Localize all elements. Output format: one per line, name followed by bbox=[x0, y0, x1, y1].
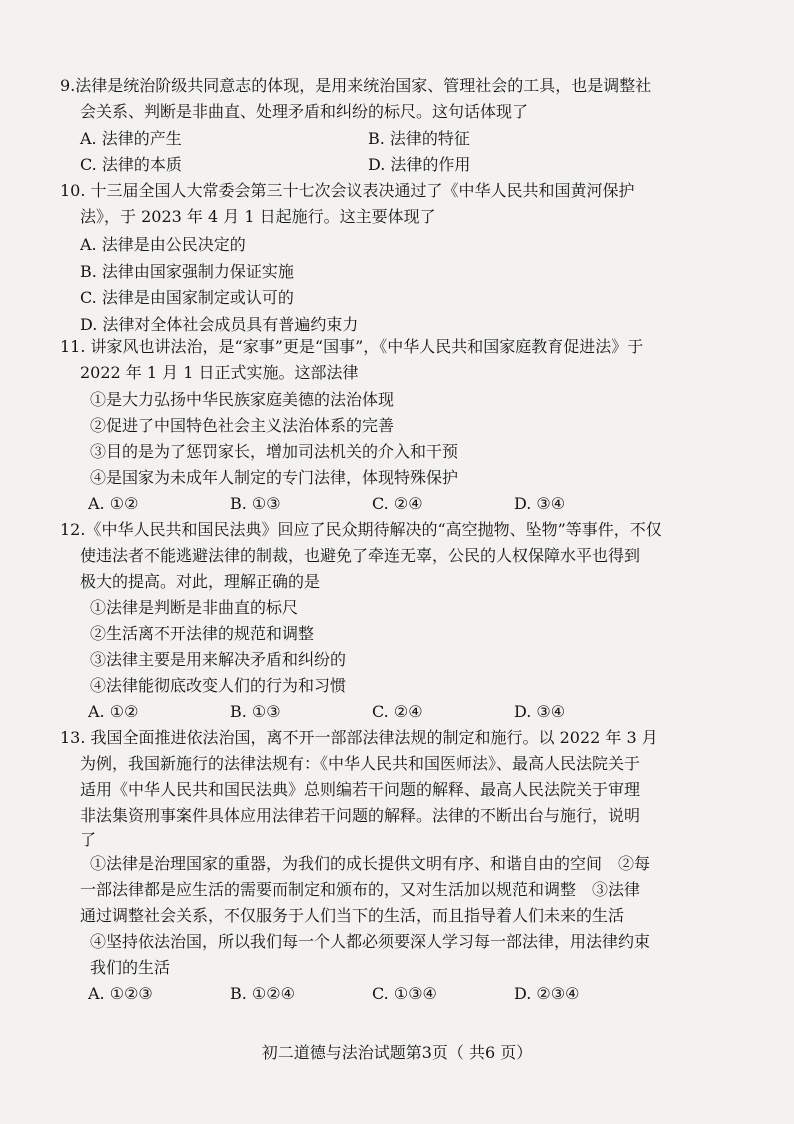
q10-option-c: C. 法律是由国家制定或认可的 bbox=[80, 288, 294, 307]
q11-option-c: C. ②④ bbox=[372, 494, 423, 513]
q9-option-a: A. 法律的产生 bbox=[80, 129, 182, 148]
q11-statement-1: ①是大力弘扬中华民族家庭美德的法治体现 bbox=[90, 390, 395, 409]
q10-stem-line: 法》，于 2023 年 4 月 1 日起施行。这主要体现了 bbox=[80, 207, 436, 226]
q9-stem-line: 9.法律是统治阶级共同意志的体现，是用来统治国家、管理社会的工具，也是调整社 bbox=[60, 76, 652, 95]
q13-option-b: B. ①②④ bbox=[230, 984, 295, 1003]
q13-statements-line: 一部法律都是应生活的需要而制定和颁布的，又对生活加以规范和调整 ③法律 bbox=[80, 880, 641, 899]
q13-option-d: D. ②③④ bbox=[514, 984, 580, 1003]
q11-stem-line: 2022 年 1 月 1 日正式实施。这部法律 bbox=[80, 363, 359, 382]
q12-statement-3: ③法律主要是用来解决矛盾和纠纷的 bbox=[90, 650, 347, 669]
q9-option-d: D. 法律的作用 bbox=[368, 155, 471, 174]
q13-stem-line: 了 bbox=[80, 830, 97, 849]
q9-option-c: C. 法律的本质 bbox=[80, 155, 182, 174]
q13-statements-line: ①法律是治理国家的重器，为我们的成长提供文明有序、和谐自由的空间 ②每 bbox=[90, 854, 651, 873]
q11-option-d: D. ③④ bbox=[514, 494, 566, 513]
q12-stem-line: 12.《中华人民共和国民法典》回应了民众期待解决的“高空抛物、坠物”等事件，不仅 bbox=[60, 520, 662, 539]
q13-stem-line: 为例，我国新施行的法律法规有：《中华人民共和国医师法》、最高人民法院关于 bbox=[80, 754, 641, 773]
q9-stem-line: 会关系、判断是非曲直、处理矛盾和纠纷的标尺。这句话体现了 bbox=[80, 102, 529, 121]
page-footer: 初二道德与法治试题第3页（ 共6 页） bbox=[261, 1043, 533, 1062]
q12-option-a: A. ①② bbox=[88, 702, 139, 721]
q11-statement-2: ②促进了中国特色社会主义法治体系的完善 bbox=[90, 416, 395, 435]
q11-option-a: A. ①② bbox=[88, 494, 139, 513]
q13-statements-line: 我们的生活 bbox=[90, 958, 171, 977]
q13-statements-line: ④坚持依法治国，所以我们每一个人都必须要深人学习每一部法律，用法律约束 bbox=[90, 932, 651, 951]
q13-option-a: A. ①②③ bbox=[88, 984, 153, 1003]
q10-option-a: A. 法律是由公民决定的 bbox=[80, 235, 246, 254]
q13-options-row bbox=[0, 984, 794, 1006]
q13-stem-line: 13. 我国全面推进依法治国，离不开一部部法律法规的制定和施行。以 2022 年 3 月 bbox=[60, 728, 658, 747]
q9-option-b: B. 法律的特征 bbox=[368, 129, 470, 148]
q12-statement-1: ①法律是判断是非曲直的标尺 bbox=[90, 598, 299, 617]
q10-option-d: D. 法律对全体社会成员具有普遍约束力 bbox=[80, 315, 359, 334]
q13-stem-line: 非法集资刑事案件具体应用法律若干问题的解释。法律的不断出台与施行，说明 bbox=[80, 806, 641, 825]
q12-statement-4: ④法律能彻底改变人们的行为和习惯 bbox=[90, 676, 347, 695]
q12-options-row bbox=[0, 702, 794, 724]
q12-option-d: D. ③④ bbox=[514, 702, 566, 721]
q11-options-row bbox=[0, 494, 794, 516]
q13-option-c: C. ①③④ bbox=[372, 984, 437, 1003]
q11-option-b: B. ①③ bbox=[230, 494, 281, 513]
q10-stem-line: 10. 十三届全国人大常委会第三十七次会议表决通过了《中华人民共和国黄河保护 bbox=[60, 181, 635, 200]
q13-statements-line: 通过调整社会关系，不仅服务于人们当下的生活，而且指导着人们未来的生活 bbox=[80, 906, 625, 925]
q12-statement-2: ②生活离不开法律的规范和调整 bbox=[90, 624, 315, 643]
q12-option-c: C. ②④ bbox=[372, 702, 423, 721]
q11-statement-3: ③目的是为了惩罚家长，增加司法机关的介入和干预 bbox=[90, 442, 459, 461]
q10-option-b: B. 法律由国家强制力保证实施 bbox=[80, 262, 294, 281]
q13-stem-line: 适用《中华人民共和国民法典》总则编若干问题的解释、最高人民法院关于审理 bbox=[80, 780, 641, 799]
q12-option-b: B. ①③ bbox=[230, 702, 281, 721]
q11-statement-4: ④是国家为未成年人制定的专门法律，体现特殊保护 bbox=[90, 468, 459, 487]
q12-stem-line: 极大的提高。对此，理解正确的是 bbox=[80, 572, 321, 591]
q12-stem-line: 使违法者不能逃避法律的制裁，也避免了牵连无辜，公民的人权保障水平也得到 bbox=[80, 546, 641, 565]
q11-stem-line: 11. 讲家风也讲法治，是“家事”更是“国事”，《中华人民共和国家庭教育促进法》于 bbox=[60, 337, 644, 356]
